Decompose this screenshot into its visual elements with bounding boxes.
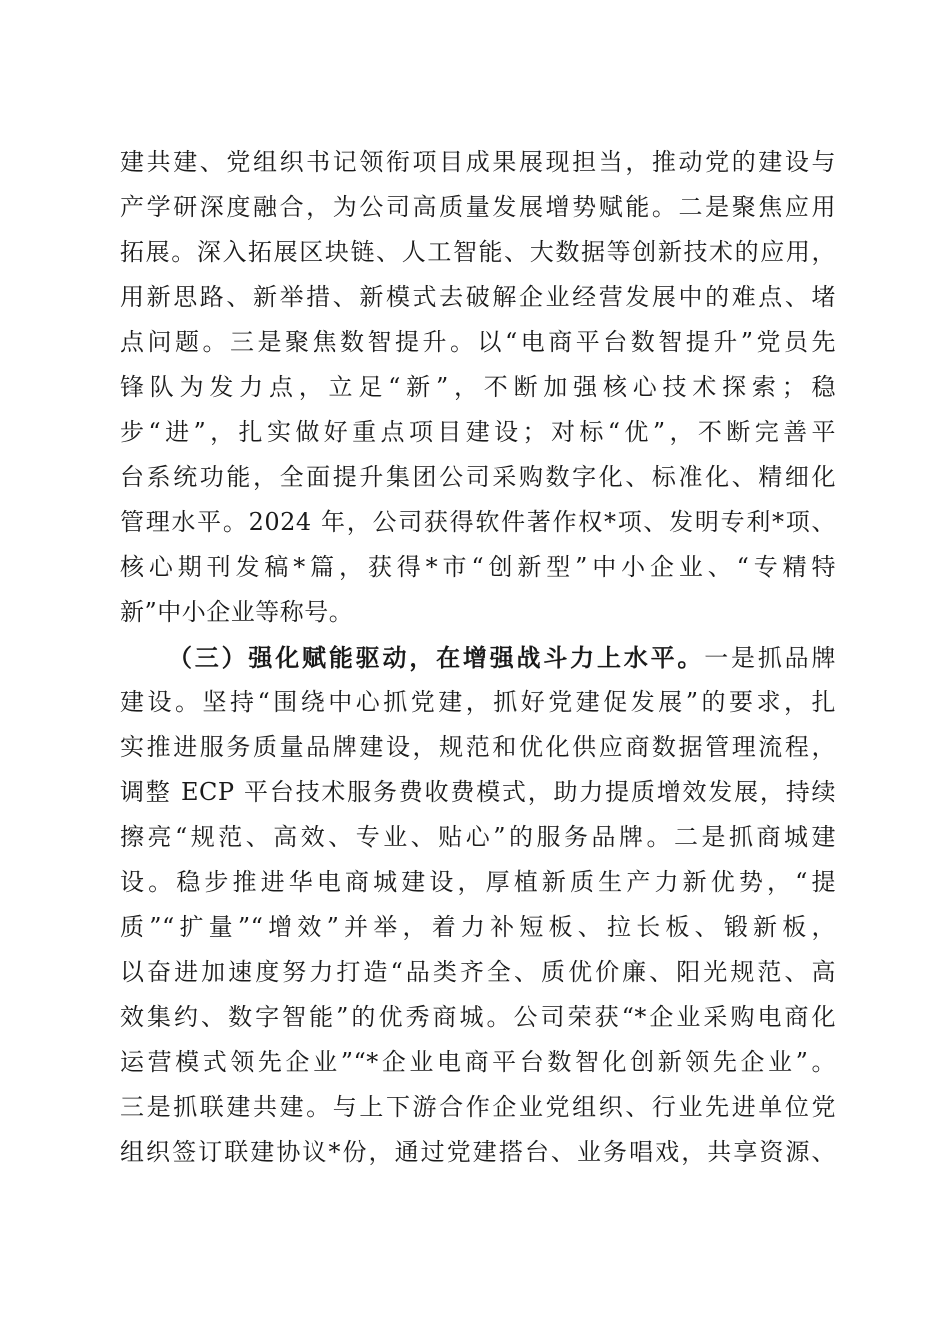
text-line: 核心期刊发稿*篇，获得*市“创新型”中小企业、“专精特 <box>120 553 836 581</box>
text-line: 产学研深度融合，为公司高质量发展增势赋能。二是聚焦应用 <box>120 193 836 221</box>
text-line: 运营模式领先企业”“*企业电商平台数智化创新领先企业”。 <box>120 1048 836 1076</box>
text-line: 调整 ECP 平台技术服务费收费模式，助力提质增效发展，持续 <box>120 778 836 806</box>
text-line: 以奋进加速度努力打造“品类齐全、质优价廉、阳光规范、高 <box>120 958 836 986</box>
document-body <box>120 140 836 1175</box>
text-line: 质”“扩量”“增效”并举，着力补短板、拉长板、锻新板， <box>120 913 836 941</box>
text-line: 步“进”，扎实做好重点项目建设；对标“优”，不断完善平 <box>120 418 836 446</box>
text-line: 组织签订联建协议*份，通过党建搭台、业务唱戏，共享资源、 <box>120 1138 836 1166</box>
section-heading-line <box>120 635 836 680</box>
text-line: 效集约、数字智能”的优秀商城。公司荣获“*企业采购电商化 <box>120 1003 836 1031</box>
text-line: 用新思路、新举措、新模式去破解企业经营发展中的难点、堵 <box>120 283 836 311</box>
section-3-first-line-text: 一是抓品牌 <box>704 644 836 672</box>
text-line: 设。稳步推进华电商城建设，厚植新质生产力新优势，“提 <box>120 868 836 896</box>
text-line: 建共建、党组织书记领衔项目成果展现担当，推动党的建设与 <box>120 148 836 176</box>
text-line: 擦亮“规范、高效、专业、贴心”的服务品牌。二是抓商城建 <box>120 823 836 851</box>
text-line: 锋队为发力点，立足“新”，不断加强核心技术探索；稳 <box>120 373 836 401</box>
section-3-heading: （三）强化赋能驱动，在增强战斗力上水平。 <box>168 643 705 672</box>
text-line: 建设。坚持“围绕中心抓党建，抓好党建促发展”的要求，扎 <box>120 688 836 716</box>
text-line: 管理水平。2024 年，公司获得软件著作权*项、发明专利*项、 <box>120 508 836 536</box>
text-line: 台系统功能，全面提升集团公司采购数字化、标准化、精细化 <box>120 463 836 491</box>
text-line: 三是抓联建共建。与上下游合作企业党组织、行业先进单位党 <box>120 1093 836 1121</box>
text-line: 新”中小企业等称号。 <box>120 598 354 626</box>
text-line: 实推进服务质量品牌建设，规范和优化供应商数据管理流程， <box>120 733 836 761</box>
text-line: 点问题。三是聚焦数智提升。以“电商平台数智提升”党员先 <box>120 328 836 356</box>
text-line: 拓展。深入拓展区块链、人工智能、大数据等创新技术的应用， <box>120 238 836 266</box>
